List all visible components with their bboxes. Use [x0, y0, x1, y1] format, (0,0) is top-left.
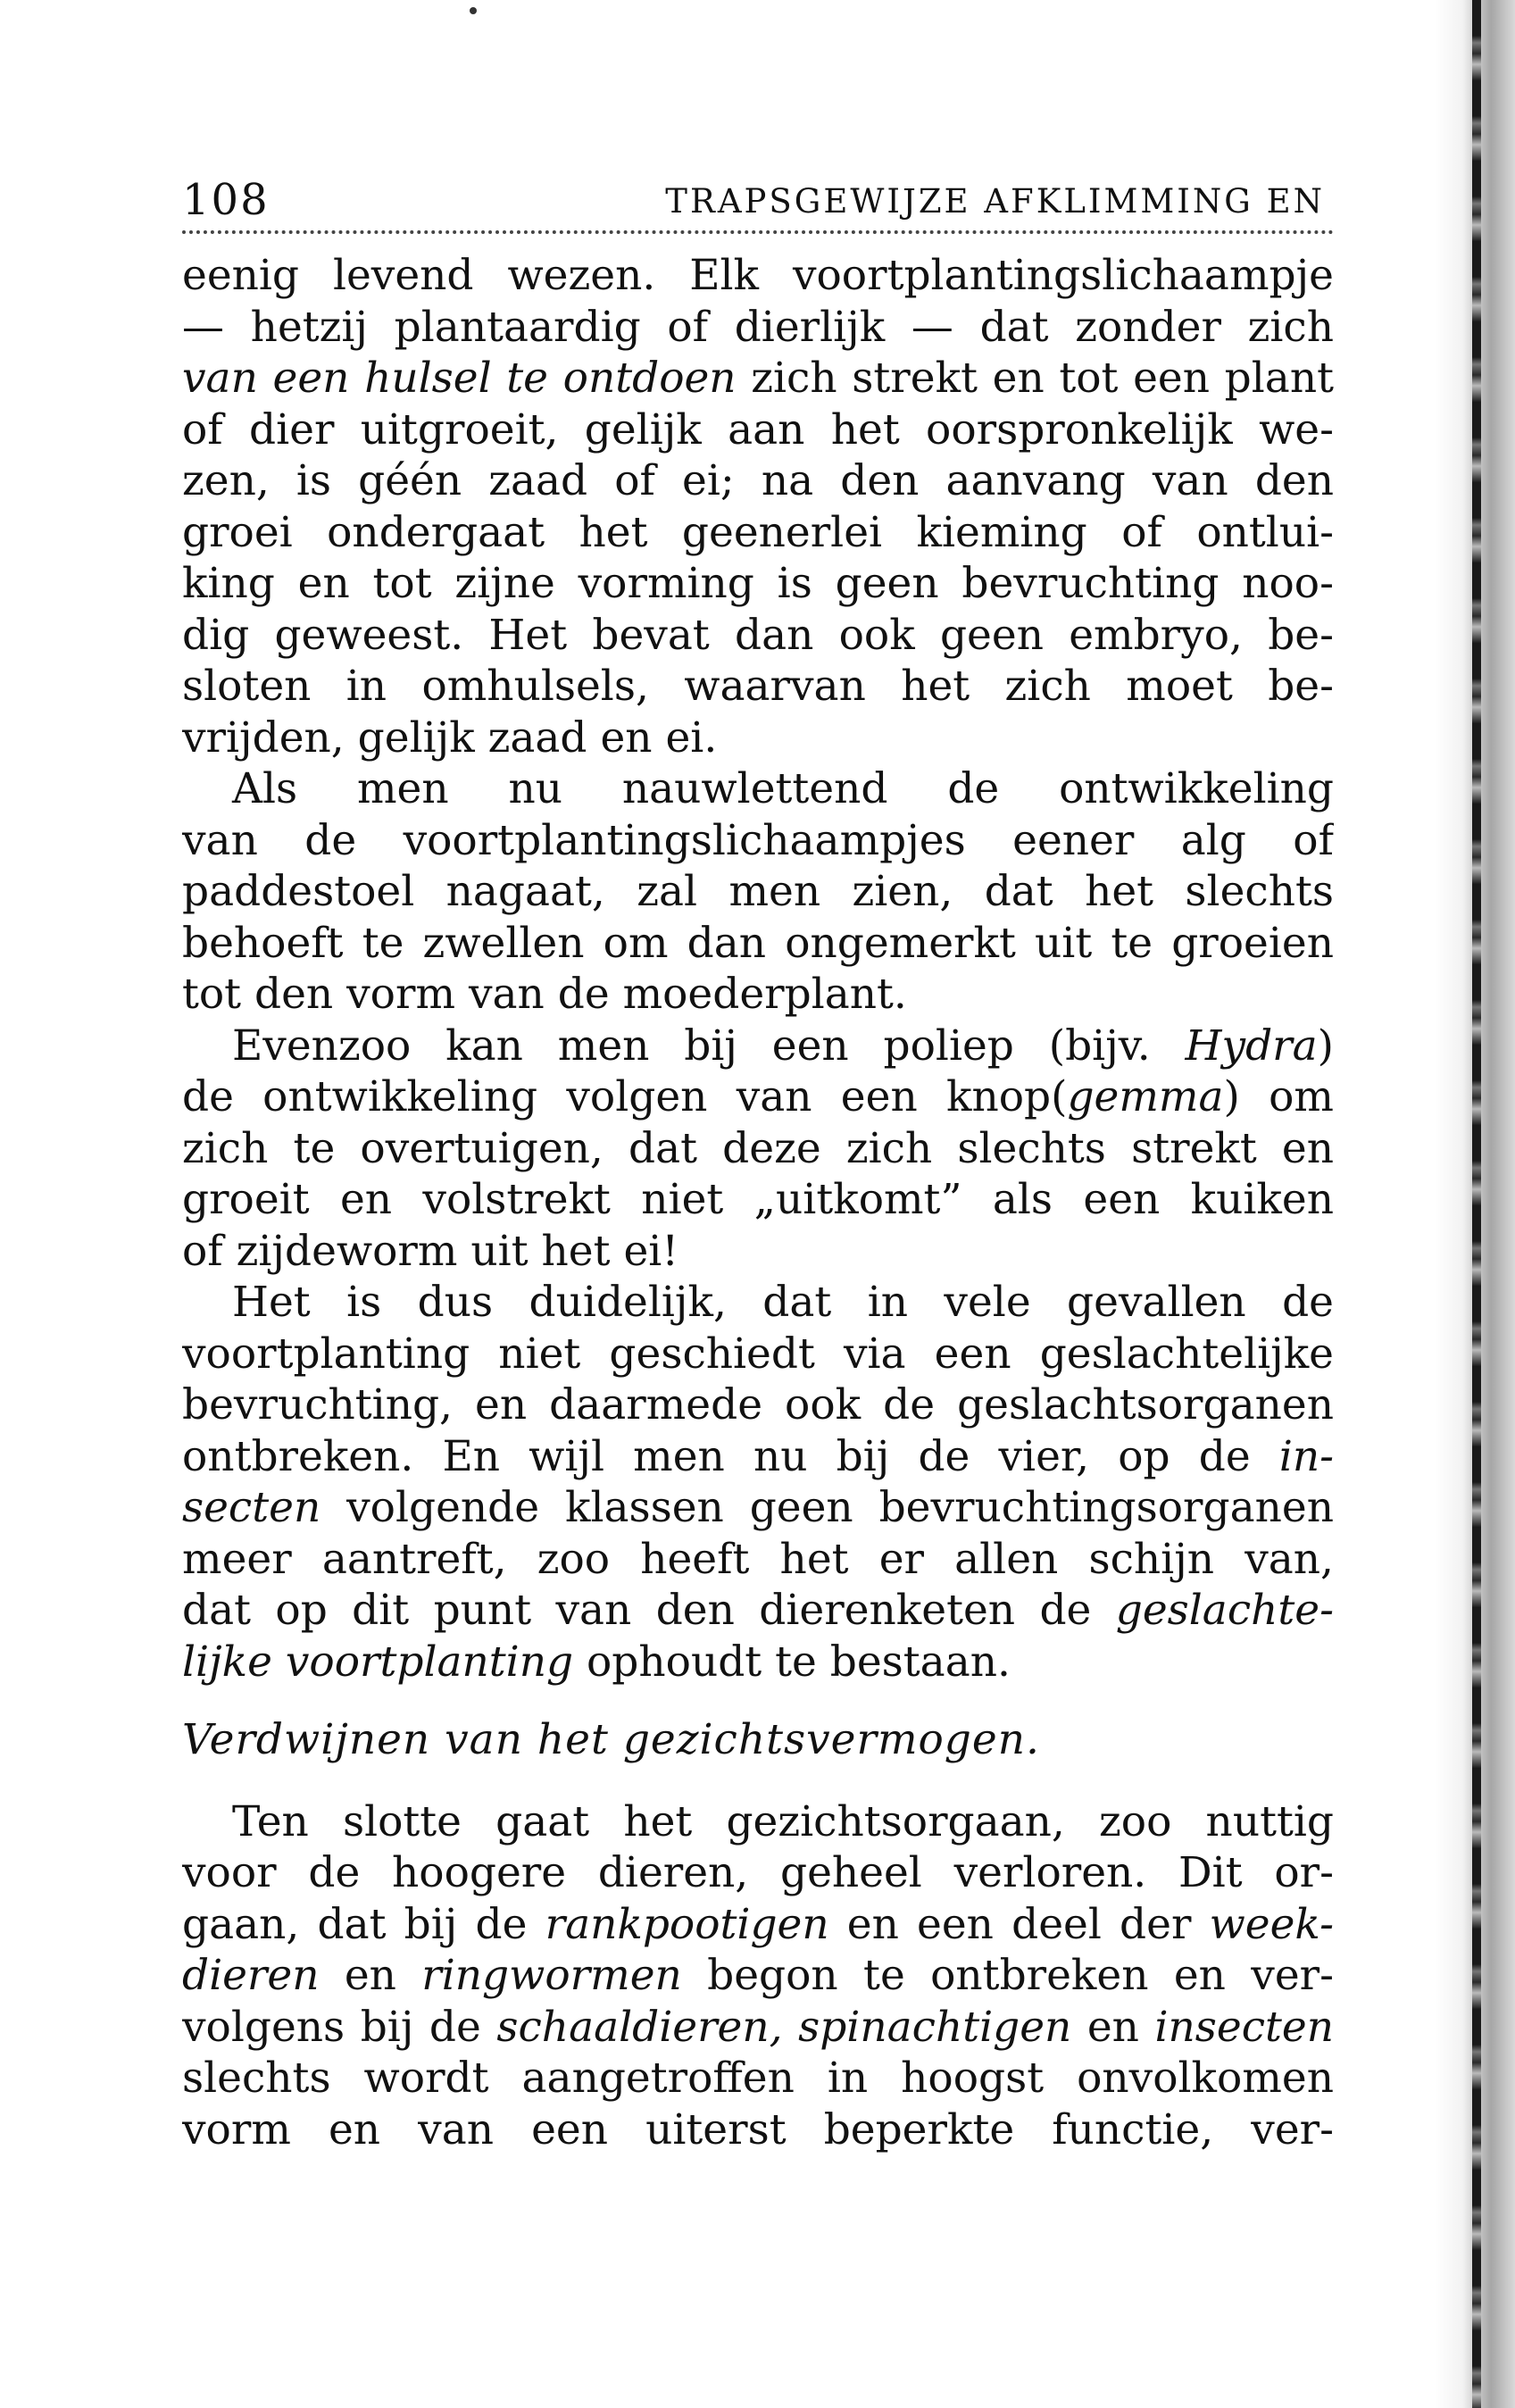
text-line: of zijdeworm uit het ei!: [182, 1226, 679, 1276]
text-line: voor de hoogere dieren, geheel verloren. Dit or-: [182, 1848, 1334, 1897]
text-line: vrijden, gelijk zaad en ei.: [182, 712, 718, 762]
text-span: begon te ontbreken en ver-: [681, 1951, 1334, 2000]
text-line: meer aantreft, zoo heeft het er allen schijn van,: [182, 1534, 1334, 1584]
text-span: dat op dit punt van den dierenketen de: [182, 1586, 1116, 1635]
page-number: 108: [182, 175, 270, 225]
text-span: ) om: [1223, 1072, 1334, 1121]
section-heading: Verdwijnen van het gezichtsvermogen.: [182, 1715, 1040, 1764]
italic-phrase: geslachte-: [1115, 1586, 1334, 1635]
italic-phrase: week-: [1209, 1899, 1334, 1949]
text-span: en: [319, 1951, 422, 2000]
text-span: en een deel der: [828, 1899, 1210, 1949]
paragraph-4: [182, 1277, 1334, 1687]
text-line: king en tot zijne vorming is geen bevruchting noo-: [182, 559, 1334, 608]
text-span: ophoudt te bestaan.: [573, 1637, 1011, 1687]
text-line: zen, is géén zaad of ei; na den aanvang van den: [182, 456, 1334, 505]
text-line: [182, 2002, 1334, 2054]
text-line: [182, 353, 1334, 404]
italic-phrase: Hydra: [1185, 1021, 1318, 1071]
italic-phrase: lijke voortplanting: [182, 1637, 574, 1687]
text-line: groeit en volstrekt niet „uitkomt” als een kuiken: [182, 1175, 1334, 1224]
text-line: groei ondergaat het geenerlei kieming of ontlui-: [182, 507, 1334, 557]
text-line: dig geweest. Het bevat dan ook geen embryo, be-: [182, 610, 1334, 660]
text-span: en: [1071, 2002, 1155, 2052]
page-header: [182, 175, 1334, 229]
body-text: [182, 250, 1334, 2155]
text-line: bevruchting, en daarmede ook de geslachtsorganen: [182, 1380, 1334, 1429]
text-line: sloten in omhulsels, waarvan het zich moet be-: [182, 662, 1334, 711]
text-line: paddestoel nagaat, zal men zien, dat het slechts: [182, 867, 1334, 916]
text-line: [182, 1071, 1334, 1123]
italic-phrase: schaaldieren, spinachtigen: [496, 2002, 1072, 2052]
italic-phrase: van een hulsel te ontdoen: [182, 354, 737, 403]
italic-phrase: ringwormen: [421, 1951, 682, 2000]
italic-phrase: gemma: [1067, 1072, 1224, 1121]
text-line: van de voortplantingslichaampjes eener alg of: [182, 815, 1334, 865]
print-speck: [470, 7, 477, 14]
italic-phrase: rankpootigen: [545, 1899, 829, 1949]
text-line: [182, 1950, 1334, 2002]
text-span: ): [1317, 1021, 1334, 1071]
text-line: voortplanting niet geschiedt via een geslachtelijke: [182, 1329, 1334, 1379]
paragraph-3: [182, 1021, 1334, 1278]
text-line: vorm en van een uiterst beperkte functie, ver-: [182, 2104, 1334, 2154]
text-line: tot den vorm van de moederplant.: [182, 970, 907, 1019]
text-line: eenig levend wezen. Elk voortplantingslichaampje: [182, 251, 1334, 300]
text-span: volgende klassen geen bevruchtingsorganen: [320, 1483, 1334, 1532]
page-edge-binding: [1472, 0, 1481, 2408]
text-line: [182, 1482, 1334, 1534]
text-span: gaan, dat bij de: [182, 1899, 545, 1949]
text-line: — hetzij plantaardig of dierlijk — dat zonder zich: [182, 302, 1334, 352]
text-line: slechts wordt aangetroffen in hoogst onvolkomen: [182, 2054, 1334, 2103]
header-dotted-rule: [182, 230, 1334, 234]
text-line: [182, 1431, 1334, 1483]
text-line: of dier uitgroeit, gelijk aan het oorspronkelijk we-: [182, 404, 1334, 454]
paragraph-5: [182, 1796, 1334, 2156]
italic-phrase: insecten: [1154, 2002, 1334, 2052]
text-line: [182, 1021, 1334, 1072]
text-line: [182, 1899, 1334, 1951]
text-span: ontbreken. En wijl men nu bij de vier, op de: [182, 1431, 1279, 1481]
text-line: behoeft te zwellen om dan ongemerkt uit te groeien: [182, 918, 1334, 968]
italic-phrase: in-: [1278, 1431, 1334, 1481]
paragraph-2: [182, 763, 1334, 1021]
text-line: zich te overtuigen, dat deze zich slechts strekt en: [182, 1123, 1334, 1173]
italic-phrase: dieren: [182, 1951, 320, 2000]
italic-phrase: secten: [182, 1483, 321, 1532]
text-span: de ontwikkeling volgen van een knop(: [182, 1072, 1068, 1121]
text-line: [182, 1585, 1334, 1637]
text-line: Als men nu nauwlettend de ontwikkeling: [232, 764, 1334, 813]
text-line: [182, 1637, 1334, 1688]
text-line: Het is dus duidelijk, dat in vele gevallen de: [232, 1278, 1334, 1327]
text-line: Ten slotte gaat het gezichtsorgaan, zoo nuttig: [232, 1796, 1334, 1846]
text-span: volgens bij de: [182, 2002, 497, 2052]
running-head: TRAPSGEWIJZE AFKLIMMING EN: [665, 182, 1325, 221]
text-span: zich strekt en tot een plant: [736, 354, 1334, 403]
text-span: Evenzoo kan men bij een poliep (bijv.: [232, 1021, 1186, 1071]
paragraph-1: [182, 250, 1334, 763]
